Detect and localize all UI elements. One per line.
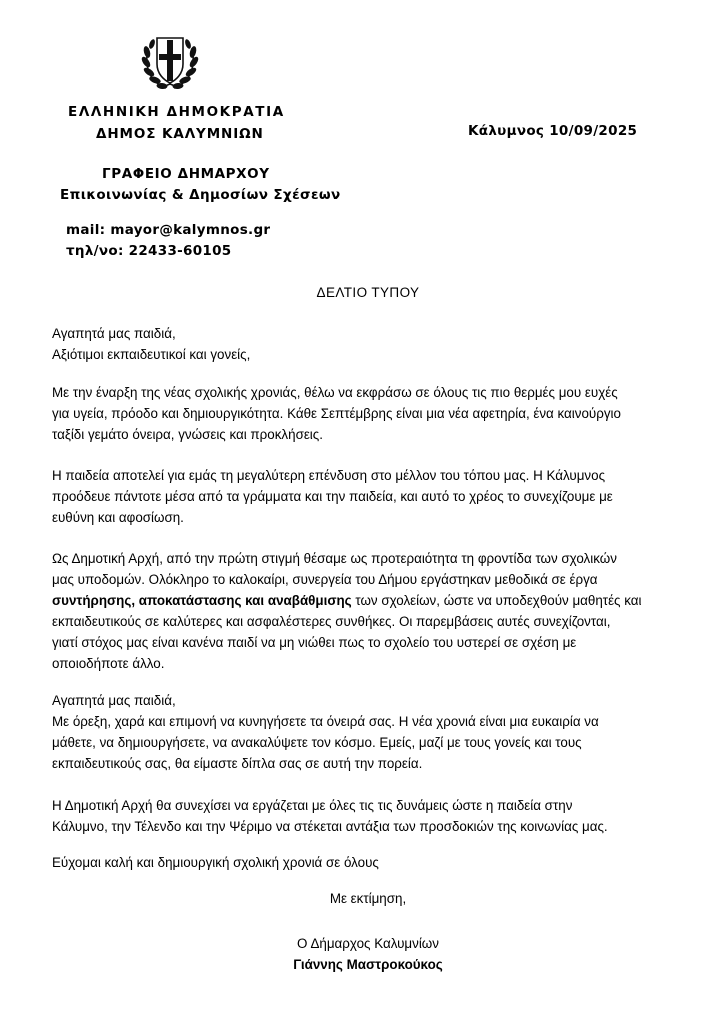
paragraph-line: Η Δημοτική Αρχή θα συνεχίσει να εργάζεται με όλες τις τις δυνάμεις ώστε η παιδεία στην bbox=[52, 798, 573, 813]
greek-coat-of-arms-icon bbox=[138, 30, 202, 94]
paragraph-line: προόδευε πάντοτε μέσα από τα γράμματα και την παιδεία, και αυτό το χρέος το συνεχίζουμε με bbox=[52, 489, 613, 504]
paragraph-line-rest: των σχολείων, ώστε να υποδεχθούν μαθητές και bbox=[351, 593, 642, 608]
paragraph-line: Αγαπητά μας παιδιά, bbox=[52, 693, 176, 708]
paragraph-line: μάθετε, να δημιουργήσετε, να ανακαλύψετε τον κόσμο. Εμείς, μαζί με τους γονείς και τους bbox=[52, 735, 582, 750]
signature-name: Γιάννης Μαστροκούκος bbox=[293, 957, 443, 972]
signature-title: Ο Δήμαρχος Καλυμνίων bbox=[297, 936, 439, 951]
document-date: Κάλυμνος 10/09/2025 bbox=[468, 123, 638, 139]
office-heading: ΓΡΑΦΕΙΟ ΔΗΜΑΡΧΟΥ bbox=[102, 166, 270, 182]
paragraph-commitment bbox=[52, 795, 682, 837]
paragraph-line: Ως Δημοτική Αρχή, από την πρώτη στιγμή θέσαμε ως προτεραιότητα τη φροντίδα των σχολικών bbox=[52, 551, 617, 566]
emphasis-text: συντήρησης, αποκατάστασης και αναβάθμισης bbox=[52, 593, 352, 608]
republic-heading: ΕΛΛΗΝΙΚΗ ΔΗΜΟΚΡΑΤΙΑ bbox=[68, 104, 285, 120]
paragraph-line: ευθύνη και αφοσίωση. bbox=[52, 510, 184, 525]
paragraph-line: εκπαιδευτικούς σε καλύτερες και ασφαλέστερες συνθήκες. Οι παρεμβάσεις αυτές συνεχίζονται, bbox=[52, 614, 611, 629]
paragraph-wish bbox=[52, 852, 682, 873]
paragraph-line: Με όρεξη, χαρά και επιμονή να κυνηγήσετε τα όνειρά σας. Η νέα χρονιά είναι μια ευκαιρία να bbox=[52, 714, 599, 729]
paragraph-infrastructure bbox=[52, 548, 682, 674]
document-title: ΔΕΛΤΙΟ ΤΥΠΟΥ bbox=[316, 285, 420, 300]
paragraph-line: μας υποδομών. Ολόκληρο το καλοκαίρι, συνεργεία του Δήμου εργάστηκαν μεθοδικά σε έργα bbox=[52, 572, 598, 587]
greeting-block bbox=[52, 323, 682, 365]
paragraph-line: ταξίδι γεμάτο όνειρα, γνώσεις και προκλήσεις. bbox=[52, 427, 323, 442]
paragraph-line: Εύχομαι καλή και δημιουργική σχολική χρονιά σε όλους bbox=[52, 855, 379, 870]
paragraph-line: Κάλυμνο, την Τέλενδο και την Ψέριμο να στέκεται αντάξια των προσδοκιών της κοινωνίας μας. bbox=[52, 819, 608, 834]
paragraph-children bbox=[52, 690, 682, 774]
paragraph-wishes bbox=[52, 382, 682, 445]
paragraph-line bbox=[52, 590, 682, 611]
paragraph-line: οποιοδήποτε άλλο. bbox=[52, 656, 165, 671]
closing-salutation: Με εκτίμηση, bbox=[329, 891, 407, 906]
department-heading: Επικοινωνίας & Δημοσίων Σχέσεων bbox=[60, 187, 341, 203]
paragraph-education bbox=[52, 465, 682, 528]
contact-email: mail: mayor@kalymnos.gr bbox=[66, 222, 271, 238]
paragraph-line: Με την έναρξη της νέας σχολικής χρονιάς, θέλω να εκφράσω σε όλους τις πιο θερμές μου ευχές bbox=[52, 385, 618, 400]
paragraph-line: εκπαιδευτικούς σας, θα είμαστε δίπλα σας σε αυτή την πορεία. bbox=[52, 756, 423, 771]
paragraph-line: Η παιδεία αποτελεί για εμάς τη μεγαλύτερη επένδυση στο μέλλον του τόπου μας. Η Κάλυμνος bbox=[52, 468, 606, 483]
greeting-line: Αξιότιμοι εκπαιδευτικοί και γονείς, bbox=[52, 347, 251, 362]
greeting-line: Αγαπητά μας παιδιά, bbox=[52, 326, 176, 341]
municipality-heading: ΔΗΜΟΣ ΚΑΛΥΜΝΙΩΝ bbox=[96, 126, 264, 142]
paragraph-line: για υγεία, πρόοδο και δημιουργικότητα. Κάθε Σεπτέμβρης είναι μια νέα αφετηρία, ένα καινούργιο bbox=[52, 406, 621, 421]
paragraph-line: γιατί στόχος μας είναι κανένα παιδί να μη νιώθει πως το σχολείο του υστερεί σε σχέση με bbox=[52, 635, 577, 650]
contact-phone: τηλ/νο: 22433-60105 bbox=[66, 243, 232, 259]
